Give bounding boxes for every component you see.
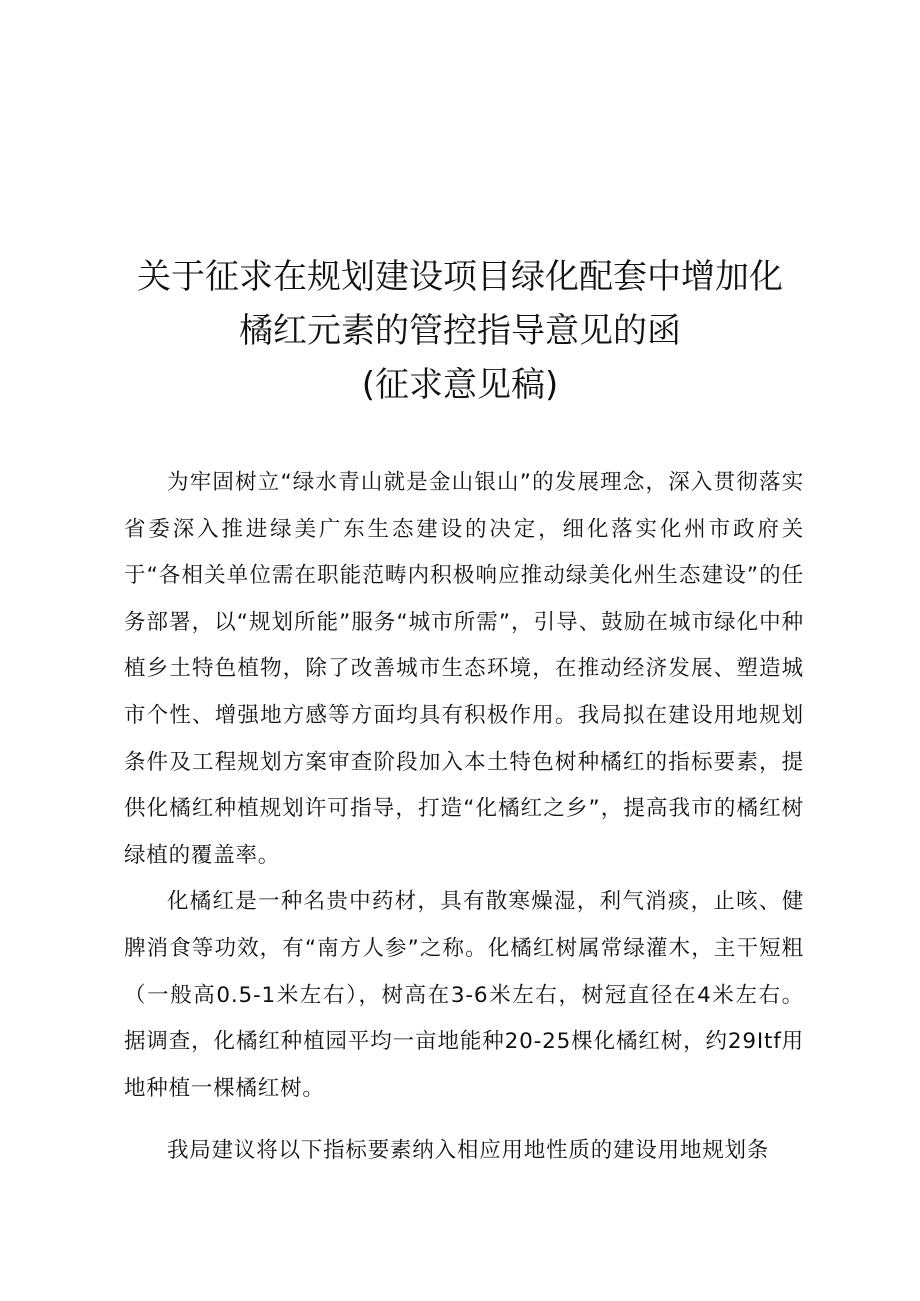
paragraph-3: 我局建议将以下指标要素纳入相应用地性质的建设用地规划条 [167, 1138, 770, 1164]
title-line-2: 橘红元素的管控指导意见的函 [239, 311, 681, 351]
document-title [100, 250, 820, 412]
document-body [124, 460, 804, 1175]
title-line-1: 关于征求在规划建设项目绿化配套中增加化 [137, 257, 783, 297]
paragraph-2: 化橘红是一种名贵中药材，具有散寒燥湿，利气消痰，止咳、健脾消食等功效，有“南方人参”之称。化橘红树属常绿灌木，主干短粗（一般高0.5-1米左右），树高在3-6米左右，树冠直径在4米左右。据调查，化橘红种植园平均一亩地能种20-25棵化橘红树，约29Itf用地种植一棵橘红树。 [124, 889, 804, 1101]
paragraph-1: 为牢固树立“绿水青山就是金山银山”的发展理念，深入贯彻落实省委深入推进绿美广东生态建设的决定，细化落实化州市政府关于“各相关单位需在职能范畴内积极响应推动绿美化州生态建设”的任务部署，以“规划所能”服务“城市所需”，引导、鼓励在城市绿化中种植乡土特色植物，除了改善城市生态环境，在推动经济发展、塑造城市个性、增强地方感等方面均具有积极作用。我局拟在建设用地规划条件及工程规划方案审查阶段加入本土特色树种橘红的指标要素，提供化橘红种植规划许可指导，打造“化橘红之乡”，提高我市的橘红树绿植的覆盖率。 [124, 470, 804, 868]
title-line-3: (征求意见稿) [361, 365, 559, 405]
